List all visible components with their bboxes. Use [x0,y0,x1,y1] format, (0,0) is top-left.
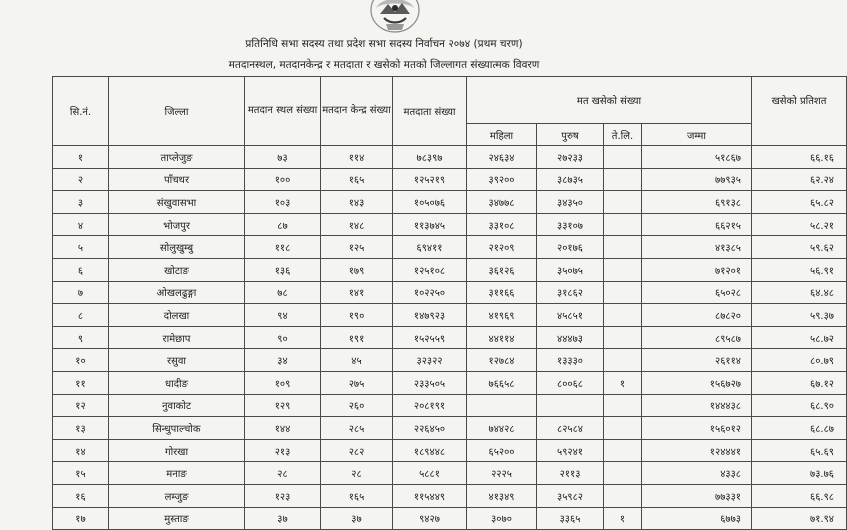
cell-third-gender: १ [604,507,642,530]
cell-turnout-pct: ५६.९१ [752,258,847,281]
table-row [53,462,847,485]
cell-polling-centers: १६५ [321,168,393,191]
header-turnout-pct: खसेको प्रतिशत [752,77,847,146]
cell-sn: १४ [53,439,109,462]
cell-turnout-pct: ५८.७२ [752,326,847,349]
cell-district: पाँचथर [109,168,245,191]
cell-polling-places: ७८ [245,281,321,304]
cell-polling-places: १०० [245,168,321,191]
cell-turnout-pct: ६८.९० [752,394,847,417]
cell-district: गोरखा [109,439,245,462]
cell-male: ३५९८२ [537,484,604,507]
cell-total: १२४४४१ [642,439,752,462]
cell-male: ४५८५१ [537,304,604,327]
table-row [53,417,847,440]
cell-third-gender [604,168,642,191]
cell-polling-centers: २८ [321,462,393,485]
cell-district: रसुवा [109,349,245,372]
cell-total: १५६०१२ [642,417,752,440]
cell-total: ८९५८७ [642,326,752,349]
cell-voters: १०२२५० [393,281,467,304]
cell-polling-centers: २८५ [321,417,393,440]
cell-female: १२७८४ [467,349,537,372]
cell-total: ६९१३८ [642,191,752,214]
cell-district: सिन्धुपाल्चोक [109,417,245,440]
cell-voters: २३३५०५ [393,371,467,394]
cell-turnout-pct: ५८.२१ [752,213,847,236]
cell-third-gender [604,146,642,169]
cell-district: सोलुखुम्बु [109,236,245,259]
cell-voters: ९४२७ [393,507,467,530]
cell-total: २६११४ [642,349,752,372]
table-row [53,484,847,507]
cell-polling-centers: १७९ [321,258,393,281]
cell-district: मुस्ताङ [109,507,245,530]
cell-total: ७७३३१ [642,484,752,507]
cell-female: २१२०९ [467,236,537,259]
cell-polling-centers: १६५ [321,484,393,507]
cell-polling-centers: २६० [321,394,393,417]
cell-third-gender [604,213,642,236]
cell-third-gender [604,236,642,259]
cell-male: ३३१०७ [537,213,604,236]
cell-polling-centers: २७५ [321,371,393,394]
district-vote-table [52,76,847,530]
table-row [53,394,847,417]
cell-male: ३३६५ [537,507,604,530]
cell-district: संखुवासभा [109,191,245,214]
cell-district: ताप्लेजुङ [109,146,245,169]
cell-polling-places: ११८ [245,236,321,259]
table-row [53,349,847,372]
cell-polling-places: १२३ [245,484,321,507]
cell-female: ४४११४ [467,326,537,349]
cell-polling-centers: ११४ [321,146,393,169]
cell-female: ३६१२६ [467,258,537,281]
cell-male: ५९२४१ [537,439,604,462]
cell-district: रामेछाप [109,326,245,349]
table-body [53,146,847,530]
cell-male: २०१७६ [537,236,604,259]
cell-voters: १०५०७६ [393,191,467,214]
cell-polling-centers: १९० [321,304,393,327]
cell-third-gender [604,281,642,304]
cell-sn: ४ [53,213,109,236]
cell-sn: ३ [53,191,109,214]
cell-turnout-pct: ५९.६२ [752,236,847,259]
cell-polling-centers: ४५ [321,349,393,372]
header-votes-cast: मत खसेको संख्या [467,77,752,124]
cell-sn: १ [53,146,109,169]
cell-polling-places: ८७ [245,213,321,236]
table-row [53,304,847,327]
table-row [53,236,847,259]
cell-district: ओखलढुङ्गा [109,281,245,304]
table-row [53,326,847,349]
document-subtitle: मतदानस्थल, मतदानकेन्द्र र मतदाता र खसेको मतको जिल्लागत संख्यात्मक विवरण [228,59,540,71]
header-polling-centers: मतदान केन्द्र संख्या [321,77,393,146]
cell-total: ६५०२८ [642,281,752,304]
cell-polling-places: १३६ [245,258,321,281]
cell-polling-centers: १४१ [321,281,393,304]
cell-female: ४१९६९ [467,304,537,327]
cell-male: ८२५८४ [537,417,604,440]
cell-third-gender [604,304,642,327]
cell-turnout-pct: ६६.१६ [752,146,847,169]
cell-voters: १२५२१९ [393,168,467,191]
cell-sn: ९ [53,326,109,349]
cell-polling-places: ९० [245,326,321,349]
cell-voters: २०८१९१ [393,394,467,417]
cell-district: भोजपुर [109,213,245,236]
cell-district: दोलखा [109,304,245,327]
table-row [53,281,847,304]
cell-sn: १६ [53,484,109,507]
cell-polling-centers: २८२ [321,439,393,462]
header-voters: मतदाता संख्या [393,77,467,146]
table-row [53,168,847,191]
cell-female: २२२५ [467,462,537,485]
cell-total: ६७७३ [642,507,752,530]
table-row [53,258,847,281]
cell-sn: ७ [53,281,109,304]
cell-turnout-pct: ६६.९८ [752,484,847,507]
cell-polling-places: ३४ [245,349,321,372]
header-district: जिल्ला [109,77,245,146]
cell-total: ८७८२० [642,304,752,327]
cell-polling-places: ९४ [245,304,321,327]
cell-turnout-pct: ७३.७६ [752,462,847,485]
nepal-government-emblem [366,0,424,34]
cell-voters: ११३७४५ [393,213,467,236]
cell-turnout-pct: ६७.१२ [752,371,847,394]
cell-sn: १७ [53,507,109,530]
cell-male: ३५०७५ [537,258,604,281]
header-male: पुरुष [537,124,604,146]
cell-male: ३१८६२ [537,281,604,304]
emblem-icon [366,0,424,34]
cell-voters: १४७९२३ [393,304,467,327]
cell-female: ६५२०० [467,439,537,462]
cell-sn: ५ [53,236,109,259]
cell-male: २११३ [537,462,604,485]
header-third-gender: ते.लि. [604,124,642,146]
cell-turnout-pct: ६८.८७ [752,417,847,440]
cell-female: ४१३४९ [467,484,537,507]
cell-polling-centers: १४३ [321,191,393,214]
cell-third-gender [604,394,642,417]
cell-polling-places: १४४ [245,417,321,440]
cell-district: मनाङ [109,462,245,485]
cell-male: १३३३० [537,349,604,372]
cell-sn: १५ [53,462,109,485]
cell-turnout-pct: ७१.९४ [752,507,847,530]
cell-polling-places: २८ [245,462,321,485]
cell-sn: १३ [53,417,109,440]
cell-voters: १५२५५९ [393,326,467,349]
cell-voters: ७८३९७ [393,146,467,169]
cell-third-gender [604,326,642,349]
cell-male: ८००६८ [537,371,604,394]
cell-district: धादीङ [109,371,245,394]
cell-polling-places: १२९ [245,394,321,417]
cell-total: १४४४३८ [642,394,752,417]
cell-male: ४४४७३ [537,326,604,349]
cell-third-gender [604,349,642,372]
cell-total: १५६७२७ [642,371,752,394]
cell-voters: ३२३२२ [393,349,467,372]
cell-total: ७१२०१ [642,258,752,281]
cell-polling-places: १०९ [245,371,321,394]
cell-female [467,394,537,417]
cell-polling-places: ३७ [245,507,321,530]
cell-male [537,394,604,417]
cell-third-gender [604,462,642,485]
cell-polling-places: २१३ [245,439,321,462]
cell-total: ५१८६७ [642,146,752,169]
cell-female: ३४७७८ [467,191,537,214]
cell-voters: ६९४११ [393,236,467,259]
cell-turnout-pct: ६४.४८ [752,281,847,304]
header-female: महिला [467,124,537,146]
table-row [53,191,847,214]
cell-third-gender [604,191,642,214]
cell-turnout-pct: ६२.२४ [752,168,847,191]
cell-polling-places: १०३ [245,191,321,214]
cell-polling-centers: ३७ [321,507,393,530]
cell-turnout-pct: ६५.८२ [752,191,847,214]
cell-district: खोटाङ [109,258,245,281]
cell-sn: १० [53,349,109,372]
cell-female: ३०७० [467,507,537,530]
cell-voters: १२५१०८ [393,258,467,281]
cell-female: ३९२०० [467,168,537,191]
cell-sn: १२ [53,394,109,417]
cell-male: ३४३५० [537,191,604,214]
cell-total: ४३३८ [642,462,752,485]
cell-polling-places: ७३ [245,146,321,169]
cell-sn: ११ [53,371,109,394]
cell-voters: २२६४५० [393,417,467,440]
cell-sn: ६ [53,258,109,281]
cell-turnout-pct: ८०.७९ [752,349,847,372]
cell-female: ७६६५८ [467,371,537,394]
header-polling-places: मतदान स्थल संख्या [245,77,321,146]
cell-female: ३३१०८ [467,213,537,236]
table-row [53,439,847,462]
cell-sn: २ [53,168,109,191]
cell-third-gender [604,484,642,507]
cell-third-gender: १ [604,371,642,394]
cell-male: ३८७३५ [537,168,604,191]
header-sn: सि.नं. [53,77,109,146]
cell-district: नुवाकोट [109,394,245,417]
cell-total: ४१३८५ [642,236,752,259]
cell-female: ३११६६ [467,281,537,304]
cell-polling-centers: १४८ [321,213,393,236]
cell-turnout-pct: ६५.६९ [752,439,847,462]
cell-third-gender [604,417,642,440]
cell-voters: ५८८१ [393,462,467,485]
table-row [53,507,847,530]
cell-third-gender [604,439,642,462]
table-row [53,371,847,394]
cell-third-gender [604,258,642,281]
cell-total: ६६२१५ [642,213,752,236]
cell-polling-centers: १९१ [321,326,393,349]
table-row [53,213,847,236]
cell-voters: १८९४४८ [393,439,467,462]
cell-total: ७७९३५ [642,168,752,191]
cell-sn: ८ [53,304,109,327]
cell-female: ७४४२८ [467,417,537,440]
header-total: जम्मा [642,124,752,146]
cell-turnout-pct: ५९.३७ [752,304,847,327]
cell-female: २४६३४ [467,146,537,169]
cell-male: २७२३३ [537,146,604,169]
table-row [53,146,847,169]
cell-polling-centers: १२५ [321,236,393,259]
cell-voters: ११५४४९ [393,484,467,507]
cell-district: लम्जुङ [109,484,245,507]
document-title: प्रतिनिधि सभा सदस्य तथा प्रदेश सभा सदस्य निर्वाचन २०७४ (प्रथम चरण) [245,38,523,50]
